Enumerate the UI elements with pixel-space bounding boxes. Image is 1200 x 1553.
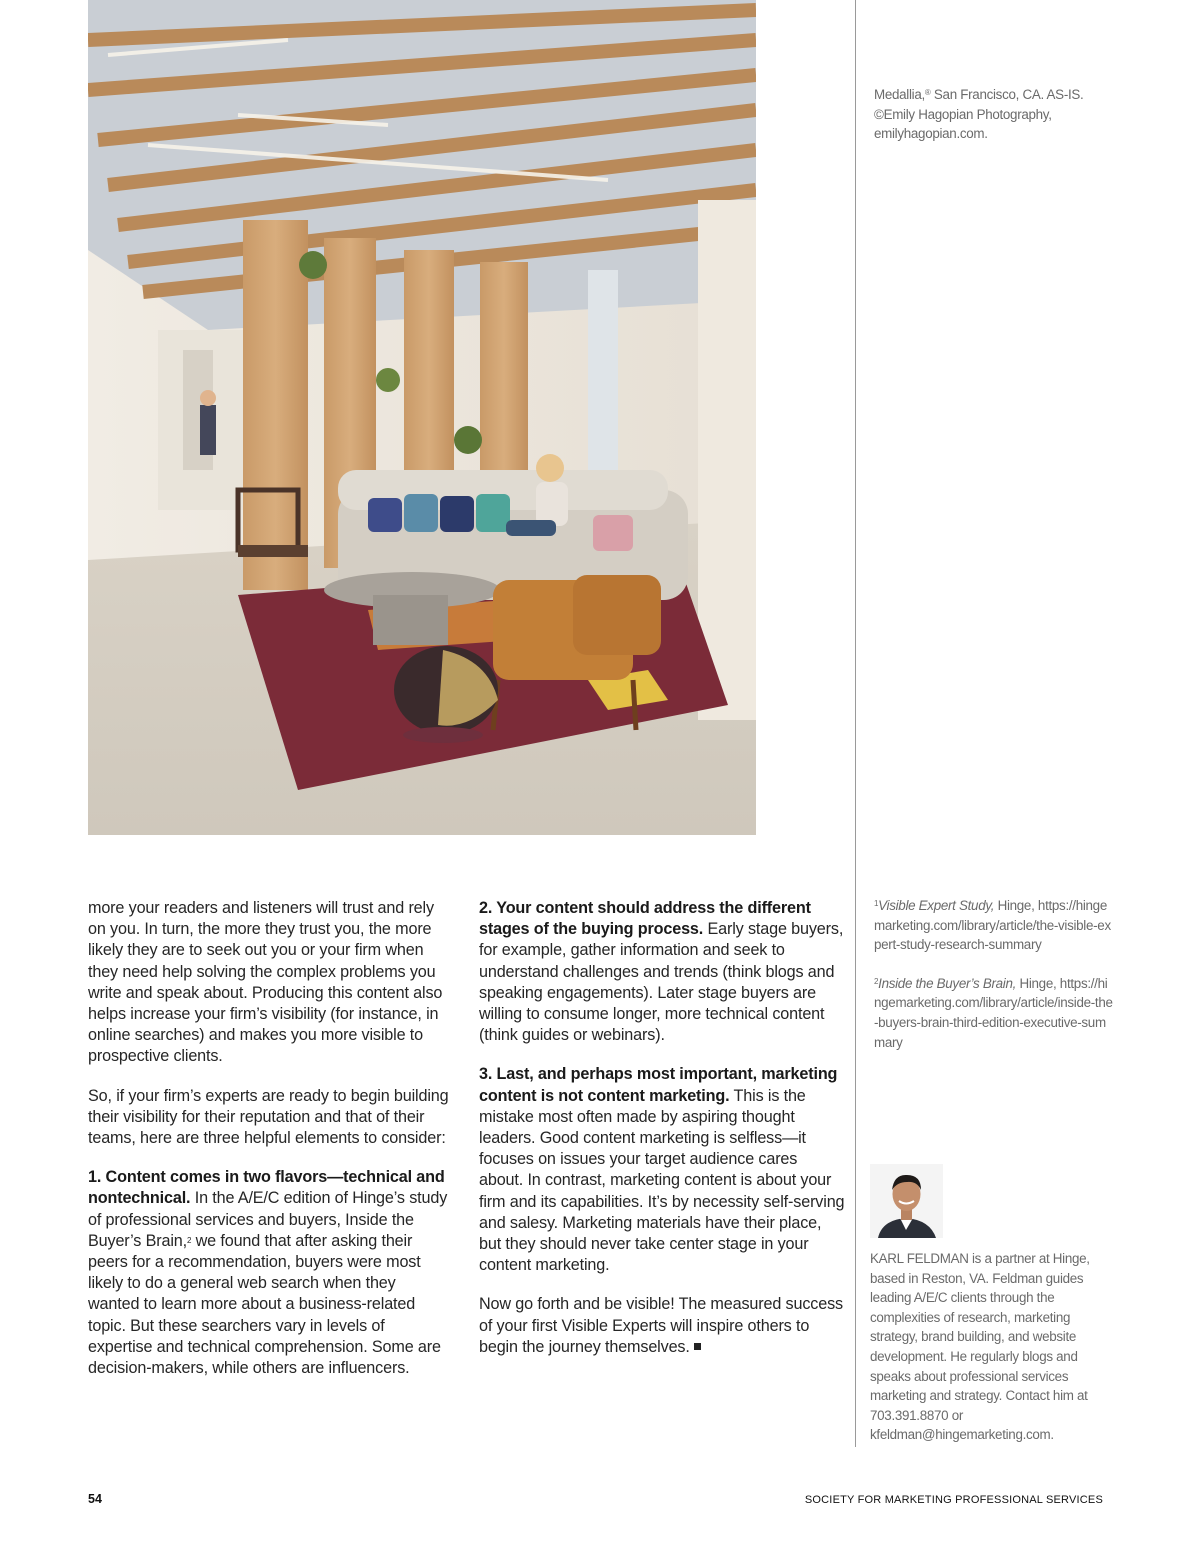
footnote-ref-2: 2: [186, 1235, 192, 1245]
office-lounge-photo: [88, 0, 756, 835]
closing-paragraph: [479, 1294, 845, 1358]
article-column-1: [88, 898, 450, 1397]
point-1-paragraph: [88, 1167, 450, 1379]
point-2-heading: 2. Your content should address the different stages of the buying process.: [479, 899, 811, 939]
caption-client: Medallia,: [874, 87, 925, 102]
point-2-paragraph: [479, 898, 845, 1046]
author-bio-text: KARL FELDMAN is a partner at Hinge, based in Reston, VA. Feldman guides leading A/E/C clients through the complexities of research, marketing strategy, brand building, and website development. He regularly blogs and speaks about professional services marketing and strategy. Contact him at 703.391.8870 or kfeldman@hingemarketing.com.: [870, 1251, 1090, 1443]
footnote-2-title: Inside the Buyer’s Brain,: [878, 975, 1017, 991]
publication-name: SOCIETY FOR MARKETING PROFESSIONAL SERVICES: [804, 1494, 1103, 1506]
author-headshot: [870, 1164, 943, 1238]
point-3-paragraph: [479, 1064, 845, 1276]
point-1-text: In the A/E/C edition of Hinge’s study of professional services and buyers, Inside the Buyer’s Brain,: [88, 1189, 448, 1250]
end-mark-icon: [694, 1343, 701, 1350]
point-3-heading: 3. Last, and perhaps most important, marketing content is not content marketing.: [479, 1065, 838, 1105]
sidebar-divider: [855, 0, 856, 1447]
footnote-1-title: Visible Expert Study,: [878, 898, 995, 913]
photo-caption: [874, 85, 1104, 144]
footnote-2: [874, 974, 1114, 1052]
footnotes: [874, 896, 1114, 1052]
footnote-1: [874, 896, 1114, 955]
paragraph: more your readers and listeners will trust and rely on you. In turn, the more they trust you, the more likely they are to seek out you or your firm when they need help solving the complex problems you write and speak about. Producing this content also helps increase your firm’s visibility (for instance, in online searches) and makes you more visible to prospective clients.: [88, 899, 443, 1066]
point-1-text-cont: we found that after asking their peers for a recommendation, buyers were most likely to do a general web search when they wanted to learn more about a business-related topic. But these searchers vary in levels of expertise and technical comprehension. Some are decision-makers, while others are influencers.: [88, 1231, 441, 1378]
paragraph: So, if your firm’s experts are ready to begin building their visibility for their reputation and that of their teams, here are three helpful elements to consider:: [88, 1086, 449, 1148]
point-1-heading: 1. Content comes in two flavors—technical and nontechnical.: [88, 1168, 445, 1208]
caption-photographer: ©Emily Hagopian Photography,: [874, 106, 1052, 122]
caption-location: San Francisco, CA. AS-IS.: [930, 87, 1084, 102]
caption-registered-mark: ®: [924, 88, 931, 97]
page-number: 54: [88, 1492, 102, 1506]
point-2-text: Early stage buyers, for example, gather information and seek to understand challenges and trends (think blogs and speaking engagements). Later stage buyers are willing to consume longer, more technical content (think guides or webinars).: [479, 920, 844, 1045]
article-column-2: [479, 898, 845, 1376]
footnote-1-source: Hinge, https://hingemarketing.com/library/article/the-visible-expert-study-research-summary: [874, 898, 1111, 953]
footnote-2-source: Hinge, https://hingemarketing.com/library/article/inside-the-buyers-brain-third-edition-executive-summary: [874, 975, 1113, 1050]
footnote-1-number: 1: [874, 899, 879, 908]
caption-website: emilyhagopian.com.: [874, 126, 988, 142]
author-bio: [870, 1249, 1110, 1445]
point-3-text: This is the mistake most often made by aspiring thought leaders. Good content marketing is selfless—it focuses on issues your target audience cares about. In contrast, marketing content is about your firm and its capabilities. It’s by necessity self-serving and salesy. Marketing materials have their place, but they should never take center stage in your content marketing.: [479, 1086, 845, 1275]
footnote-2-number: 2: [874, 976, 879, 986]
closing-text: Now go forth and be visible! The measured success of your first Visible Experts will inspire others to begin the journey themselves.: [479, 1295, 843, 1356]
